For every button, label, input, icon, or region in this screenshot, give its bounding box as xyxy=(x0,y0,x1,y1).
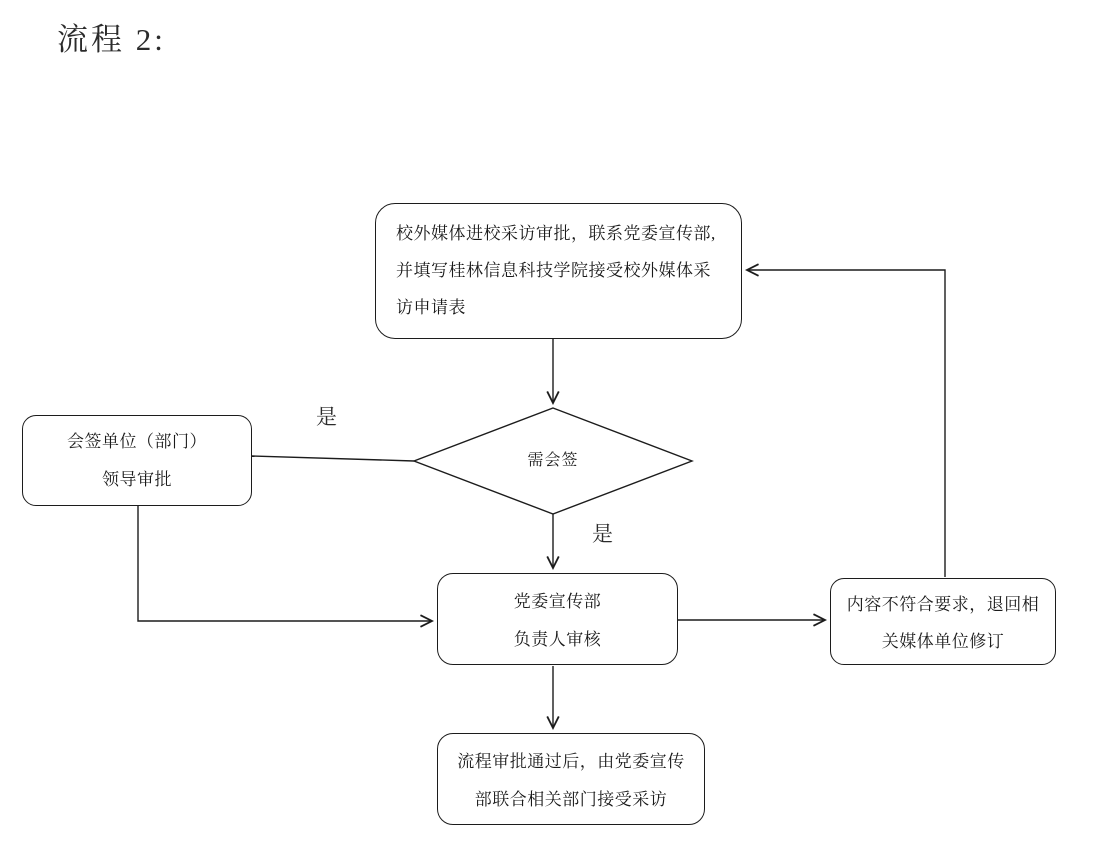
edge-reject-to-apply xyxy=(747,270,945,577)
node-reject-line: 内容不符合要求，退回相 xyxy=(846,595,1040,614)
node-review xyxy=(437,573,678,665)
node-apply-line: 访申请表 xyxy=(396,298,466,317)
node-apply xyxy=(375,203,742,339)
node-final xyxy=(437,733,705,825)
page-title: 流程 2: xyxy=(57,22,166,57)
node-review-line: 党委宣传部 xyxy=(513,592,602,611)
node-decision-label: 需会签 xyxy=(527,452,579,469)
node-reject xyxy=(830,578,1056,665)
node-review-line: 负责人审核 xyxy=(513,630,602,649)
node-countersign xyxy=(22,415,252,506)
edge-label-yes-left: 是 xyxy=(316,405,337,429)
node-apply-line: 校外媒体进校采访审批，联系党委宣传部, xyxy=(396,224,716,243)
edge-decision-to-countersign xyxy=(252,456,414,461)
node-countersign-line: 领导审批 xyxy=(102,470,172,489)
node-reject-line: 关媒体单位修订 xyxy=(881,632,1005,651)
node-final-line: 部联合相关部门接受采访 xyxy=(474,790,668,809)
node-countersign-line: 会签单位（部门） xyxy=(67,432,207,451)
edge-countersign-to-review xyxy=(138,506,432,621)
node-apply-line: 并填写桂林信息科技学院接受校外媒体采 xyxy=(396,261,711,280)
node-final-line: 流程审批通过后，由党委宣传 xyxy=(457,752,685,771)
edge-label-yes-down: 是 xyxy=(592,522,613,546)
